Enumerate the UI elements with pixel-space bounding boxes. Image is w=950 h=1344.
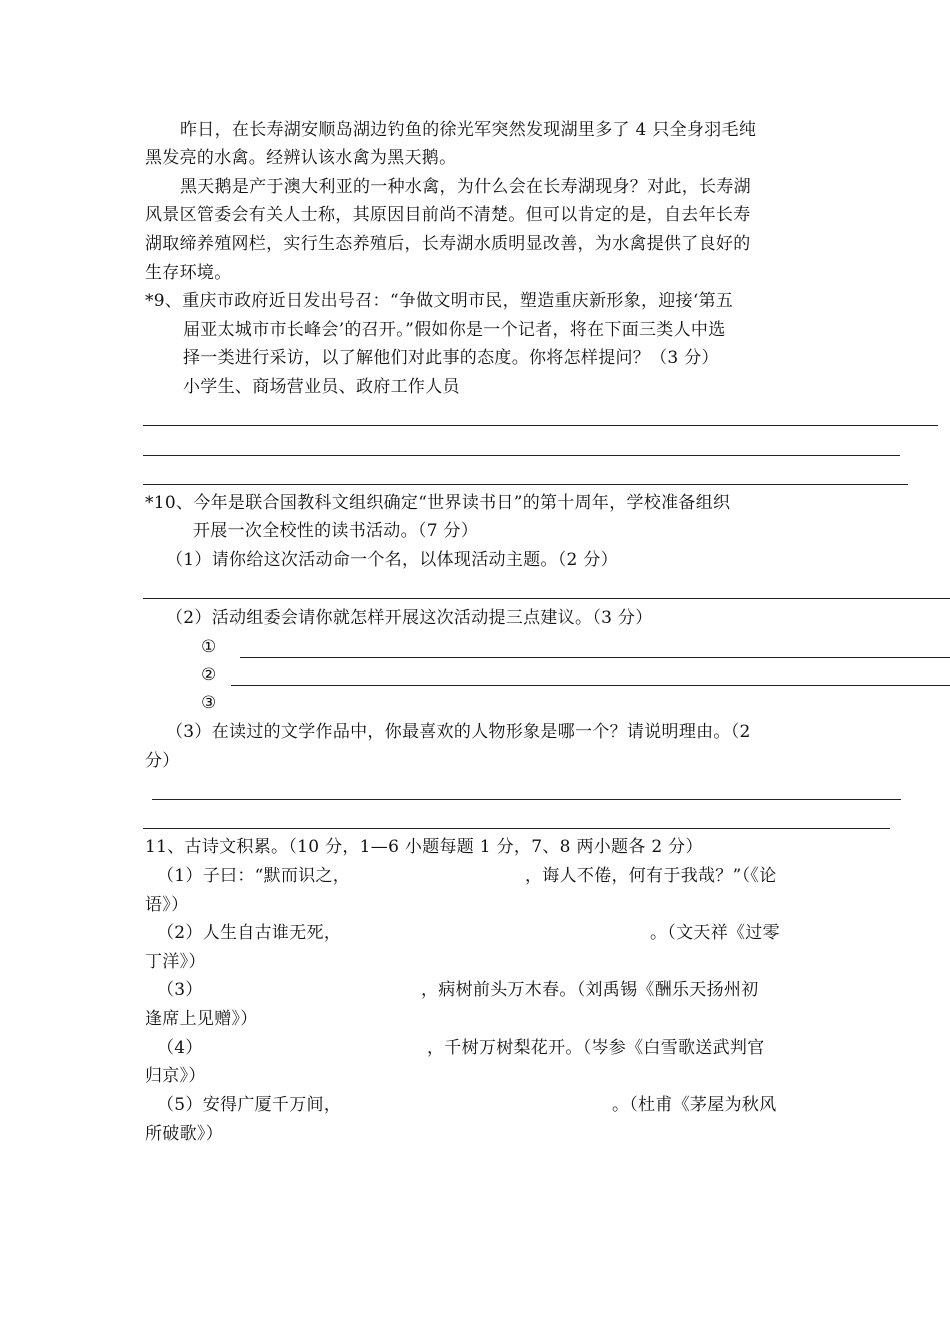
answer-line[interactable]	[143, 484, 908, 485]
question-11-item-3: ，病树前头万木春。（刘禹锡《酬乐天扬州初	[421, 980, 759, 1000]
question-11-item-1: 语》）	[145, 895, 189, 915]
question-11-item-5: 所破歌》）	[145, 1124, 223, 1144]
passage-line: 黑天鹅是产于澳大利亚的一种水禽，为什么会在长寿湖现身？对此，长寿湖	[180, 177, 751, 197]
answer-line[interactable]	[152, 799, 901, 800]
question-11-item-5: 。（杜甫《茅屋为秋风	[612, 1095, 777, 1115]
passage-line: 昨日，在长寿湖安顺岛湖边钓鱼的徐光军突然发现湖里多了 4 只全身羽毛纯	[180, 120, 757, 140]
item-marker: ①	[201, 637, 217, 657]
passage-line: 湖取缔养殖网栏，实行生态养殖后，长寿湖水质明显改善，为水禽提供了良好的	[145, 234, 751, 254]
question-11-item-5: （5）安得广厦千万间，	[157, 1095, 342, 1115]
passage-line: 生存环境。	[145, 263, 232, 283]
answer-line[interactable]	[143, 455, 900, 456]
answer-line[interactable]	[240, 657, 950, 658]
question-10-text: *10、今年是联合国教科文组织确定“世界读书日”的第十周年，学校准备组织	[145, 493, 731, 513]
question-11-item-1: ，诲人不倦，何有于我哉？”（《论	[525, 866, 777, 886]
question-9-text: 届亚太城市市长峰会’的召开。”假如你是一个记者，将在下面三类人中选	[183, 320, 726, 340]
question-10-sub2: （2）活动组委会请你就怎样开展这次活动提三点建议。（3 分）	[166, 608, 653, 628]
passage-line: 风景区管委会有关人士称，其原因目前尚不清楚。但可以肯定的是，自去年长寿	[145, 205, 751, 225]
answer-line[interactable]	[143, 598, 950, 599]
passage-line: 黑发亮的水禽。经辨认该水禽为黑天鹅。	[145, 148, 457, 168]
question-11-title: 11、古诗文积累。（10 分，1—6 小题每题 1 分，7、8 两小题各 2 分）	[145, 837, 703, 857]
question-11-item-4: （4）	[157, 1038, 203, 1058]
question-11-item-2: （2）人生自古谁无死，	[157, 923, 342, 943]
question-9-text: 择一类进行采访，以了解他们对此事的态度。你将怎样提问？（3 分）	[183, 348, 719, 368]
answer-line[interactable]	[231, 685, 950, 686]
question-11-item-2: 。（文天祥《过零	[650, 923, 780, 943]
answer-line[interactable]	[143, 425, 938, 426]
question-10-sub1: （1）请你给这次活动命一个名，以体现活动主题。（2 分）	[166, 550, 618, 570]
question-9-text: *9、重庆市政府近日发出号召：“争做文明市民，塑造重庆新形象，迎接‘第五	[145, 291, 734, 311]
question-10-sub3: （3）在读过的文学作品中，你最喜欢的人物形象是哪一个？请说明理由。（2	[166, 722, 751, 742]
question-11-item-4: ，千树万树梨花开。（岑参《白雪歌送武判官	[427, 1038, 765, 1058]
question-10-sub3: 分）	[145, 751, 180, 771]
question-9-options: 小学生、商场营业员、政府工作人员	[183, 377, 460, 397]
question-11-item-3: 逢席上见赠》）	[145, 1009, 258, 1029]
question-11-item-2: 丁洋》）	[145, 952, 206, 972]
question-11-item-1: （1）子曰：“默而识之，	[157, 866, 351, 886]
item-marker: ②	[201, 665, 217, 685]
question-11-item-4: 归京》）	[145, 1066, 206, 1086]
question-10-text: 开展一次全校性的读书活动。（7 分）	[193, 521, 479, 541]
item-marker: ③	[201, 693, 217, 713]
question-11-item-3: （3）	[157, 980, 203, 1000]
answer-line[interactable]	[143, 828, 890, 829]
